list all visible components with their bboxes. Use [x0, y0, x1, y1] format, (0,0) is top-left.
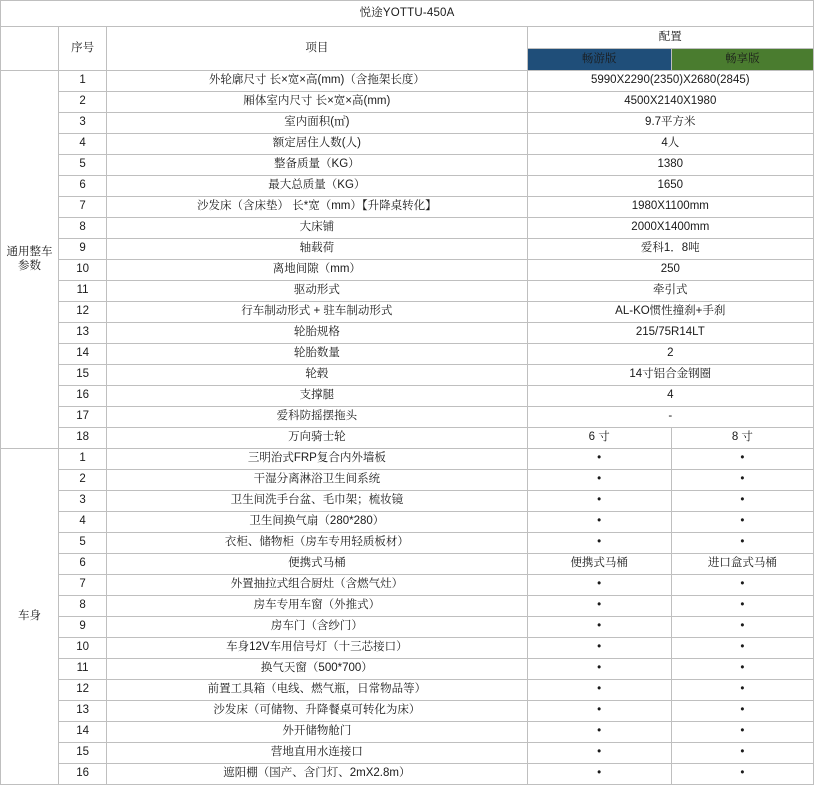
row-item-label: 车身12V车用信号灯（十三芯接口）: [107, 638, 527, 659]
row-value-option-2: •: [671, 701, 813, 722]
row-value-shared: 9.7平方米: [527, 113, 813, 134]
table-row: [1, 701, 814, 722]
row-number: 15: [59, 365, 107, 386]
row-value-option-1: •: [527, 701, 671, 722]
row-item-label: 沙发床（含床垫） 长*宽（mm）【升降桌转化】: [107, 197, 527, 218]
table-row: [1, 428, 814, 449]
table-row: [1, 281, 814, 302]
header-config: 配置: [527, 27, 813, 49]
row-value-option-1: •: [527, 491, 671, 512]
header-group-blank: [1, 27, 59, 71]
row-item-label: 外开储物舱门: [107, 722, 527, 743]
row-value-shared: 1380: [527, 155, 813, 176]
row-item-label: 房车门（含纱门）: [107, 617, 527, 638]
row-value-shared: 牵引式: [527, 281, 813, 302]
row-item-label: 驱动形式: [107, 281, 527, 302]
row-value-option-2: 进口盒式马桶: [671, 554, 813, 575]
table-row: [1, 365, 814, 386]
row-number: 17: [59, 407, 107, 428]
row-item-label: 衣柜、储物柜（房车专用轻质板材）: [107, 533, 527, 554]
row-group-label: 通用整车参数: [1, 71, 59, 449]
table-row: [1, 386, 814, 407]
table-row: [1, 722, 814, 743]
row-value-option-2: •: [671, 575, 813, 596]
table-row: [1, 575, 814, 596]
row-value-shared: 2: [527, 344, 813, 365]
row-value-option-1: •: [527, 680, 671, 701]
row-number: 5: [59, 155, 107, 176]
row-number: 3: [59, 113, 107, 134]
row-number: 16: [59, 764, 107, 785]
row-item-label: 行车制动形式 + 驻车制动形式: [107, 302, 527, 323]
row-item-label: 整备质量（KG）: [107, 155, 527, 176]
row-number: 3: [59, 491, 107, 512]
row-number: 11: [59, 659, 107, 680]
row-number: 14: [59, 344, 107, 365]
row-value-option-1: 便携式马桶: [527, 554, 671, 575]
row-number: 10: [59, 638, 107, 659]
row-number: 13: [59, 323, 107, 344]
row-item-label: 万向骑士轮: [107, 428, 527, 449]
table-row: [1, 134, 814, 155]
row-value-option-2: •: [671, 596, 813, 617]
row-item-label: 最大总质量（KG）: [107, 176, 527, 197]
row-item-label: 轮毂: [107, 365, 527, 386]
row-number: 8: [59, 596, 107, 617]
table-row: [1, 260, 814, 281]
table-row: [1, 764, 814, 785]
row-number: 2: [59, 470, 107, 491]
row-item-label: 卫生间洗手台盆、毛巾架；梳妆镜: [107, 491, 527, 512]
row-value-shared: 1980X1100mm: [527, 197, 813, 218]
row-number: 7: [59, 197, 107, 218]
row-number: 5: [59, 533, 107, 554]
table-row: [1, 680, 814, 701]
row-item-label: 卫生间换气扇（280*280）: [107, 512, 527, 533]
row-number: 1: [59, 71, 107, 92]
table-row: [1, 71, 814, 92]
row-value-shared: 4500X2140X1980: [527, 92, 813, 113]
row-value-option-2: •: [671, 680, 813, 701]
row-item-label: 厢体室内尺寸 长×宽×高(mm): [107, 92, 527, 113]
row-item-label: 三明治式FRP复合内外墙板: [107, 449, 527, 470]
row-number: 4: [59, 134, 107, 155]
row-value-shared: 爱科1．8吨: [527, 239, 813, 260]
row-number: 12: [59, 302, 107, 323]
row-number: 14: [59, 722, 107, 743]
row-value-option-1: •: [527, 470, 671, 491]
row-item-label: 遮阳棚（国产、含门灯、2mX2.8m）: [107, 764, 527, 785]
table-row: [1, 491, 814, 512]
row-item-label: 沙发床（可储物、升降餐桌可转化为床）: [107, 701, 527, 722]
row-number: 11: [59, 281, 107, 302]
row-value-shared: 2000X1400mm: [527, 218, 813, 239]
row-value-option-2: •: [671, 470, 813, 491]
row-item-label: 轴载荷: [107, 239, 527, 260]
row-value-option-2: •: [671, 722, 813, 743]
row-value-option-1: •: [527, 659, 671, 680]
row-value-shared: 4人: [527, 134, 813, 155]
row-value-option-1: 6 寸: [527, 428, 671, 449]
row-number: 6: [59, 554, 107, 575]
row-number: 9: [59, 617, 107, 638]
row-value-shared: 4: [527, 386, 813, 407]
row-item-label: 支撑腿: [107, 386, 527, 407]
table-row: [1, 449, 814, 470]
table-row: [1, 554, 814, 575]
row-item-label: 轮胎数量: [107, 344, 527, 365]
row-item-label: 前置工具箱（电线、燃气瓶，日常物品等）: [107, 680, 527, 701]
row-value-option-1: •: [527, 533, 671, 554]
row-item-label: 轮胎规格: [107, 323, 527, 344]
table-row: [1, 407, 814, 428]
row-value-option-2: •: [671, 533, 813, 554]
row-number: 4: [59, 512, 107, 533]
row-number: 1: [59, 449, 107, 470]
row-value-option-1: •: [527, 596, 671, 617]
row-item-label: 营地直用水连接口: [107, 743, 527, 764]
row-value-shared: 215/75R14LT: [527, 323, 813, 344]
table-row: [1, 470, 814, 491]
row-value-option-1: •: [527, 764, 671, 785]
table-row: [1, 617, 814, 638]
table-row: [1, 743, 814, 764]
table-row: [1, 239, 814, 260]
row-number: 6: [59, 176, 107, 197]
header-no: 序号: [59, 27, 107, 71]
row-value-shared: 1650: [527, 176, 813, 197]
row-item-label: 换气天窗（500*700）: [107, 659, 527, 680]
row-number: 2: [59, 92, 107, 113]
table-row: [1, 659, 814, 680]
row-value-option-1: •: [527, 617, 671, 638]
row-number: 10: [59, 260, 107, 281]
table-row: [1, 533, 814, 554]
row-item-label: 爱科防摇摆拖头: [107, 407, 527, 428]
row-item-label: 外轮廓尺寸 长×宽×高(mm)（含拖架长度）: [107, 71, 527, 92]
row-value-shared: 5990X2290(2350)X2680(2845): [527, 71, 813, 92]
row-value-option-2: •: [671, 638, 813, 659]
row-item-label: 大床铺: [107, 218, 527, 239]
row-number: 13: [59, 701, 107, 722]
row-value-option-2: •: [671, 617, 813, 638]
row-item-label: 干湿分离淋浴卫生间系统: [107, 470, 527, 491]
row-number: 12: [59, 680, 107, 701]
header-config-option-2: 畅享版: [671, 49, 813, 71]
row-number: 15: [59, 743, 107, 764]
row-value-option-2: •: [671, 512, 813, 533]
table-row: [1, 512, 814, 533]
row-value-option-1: •: [527, 512, 671, 533]
row-value-option-2: •: [671, 743, 813, 764]
row-item-label: 房车专用车窗（外推式）: [107, 596, 527, 617]
row-value-shared: 14寸铝合金钢圈: [527, 365, 813, 386]
table-row: [1, 176, 814, 197]
row-item-label: 离地间隙（mm）: [107, 260, 527, 281]
row-number: 7: [59, 575, 107, 596]
table-row: [1, 344, 814, 365]
row-value-option-2: •: [671, 491, 813, 512]
table-row: [1, 302, 814, 323]
row-value-option-1: •: [527, 575, 671, 596]
row-value-option-2: •: [671, 659, 813, 680]
row-value-option-1: •: [527, 722, 671, 743]
table-row: [1, 638, 814, 659]
header-config-option-1: 畅游版: [527, 49, 671, 71]
row-value-option-1: •: [527, 638, 671, 659]
row-number: 8: [59, 218, 107, 239]
row-value-shared: AL-KO惯性撞刹+手刹: [527, 302, 813, 323]
table-header-row: [1, 27, 814, 49]
row-value-option-1: •: [527, 449, 671, 470]
table-row: [1, 92, 814, 113]
row-value-shared: 250: [527, 260, 813, 281]
table-row: [1, 197, 814, 218]
row-value-shared: -: [527, 407, 813, 428]
row-item-label: 外置抽拉式组合厨灶（含燃气灶）: [107, 575, 527, 596]
page-title: 悦途YOTTU-450A: [1, 1, 814, 27]
row-value-option-2: 8 寸: [671, 428, 813, 449]
table-row: [1, 596, 814, 617]
row-item-label: 便携式马桶: [107, 554, 527, 575]
row-group-label: 车身: [1, 449, 59, 785]
header-item: 项目: [107, 27, 527, 71]
row-item-label: 额定居住人数(人): [107, 134, 527, 155]
row-number: 16: [59, 386, 107, 407]
table-row: [1, 323, 814, 344]
row-number: 9: [59, 239, 107, 260]
table-row: [1, 155, 814, 176]
row-value-option-1: •: [527, 743, 671, 764]
row-value-option-2: •: [671, 764, 813, 785]
table-row: [1, 113, 814, 134]
table-row: [1, 218, 814, 239]
row-value-option-2: •: [671, 449, 813, 470]
row-number: 18: [59, 428, 107, 449]
document-title-row: [1, 1, 814, 27]
row-item-label: 室内面积(㎡): [107, 113, 527, 134]
